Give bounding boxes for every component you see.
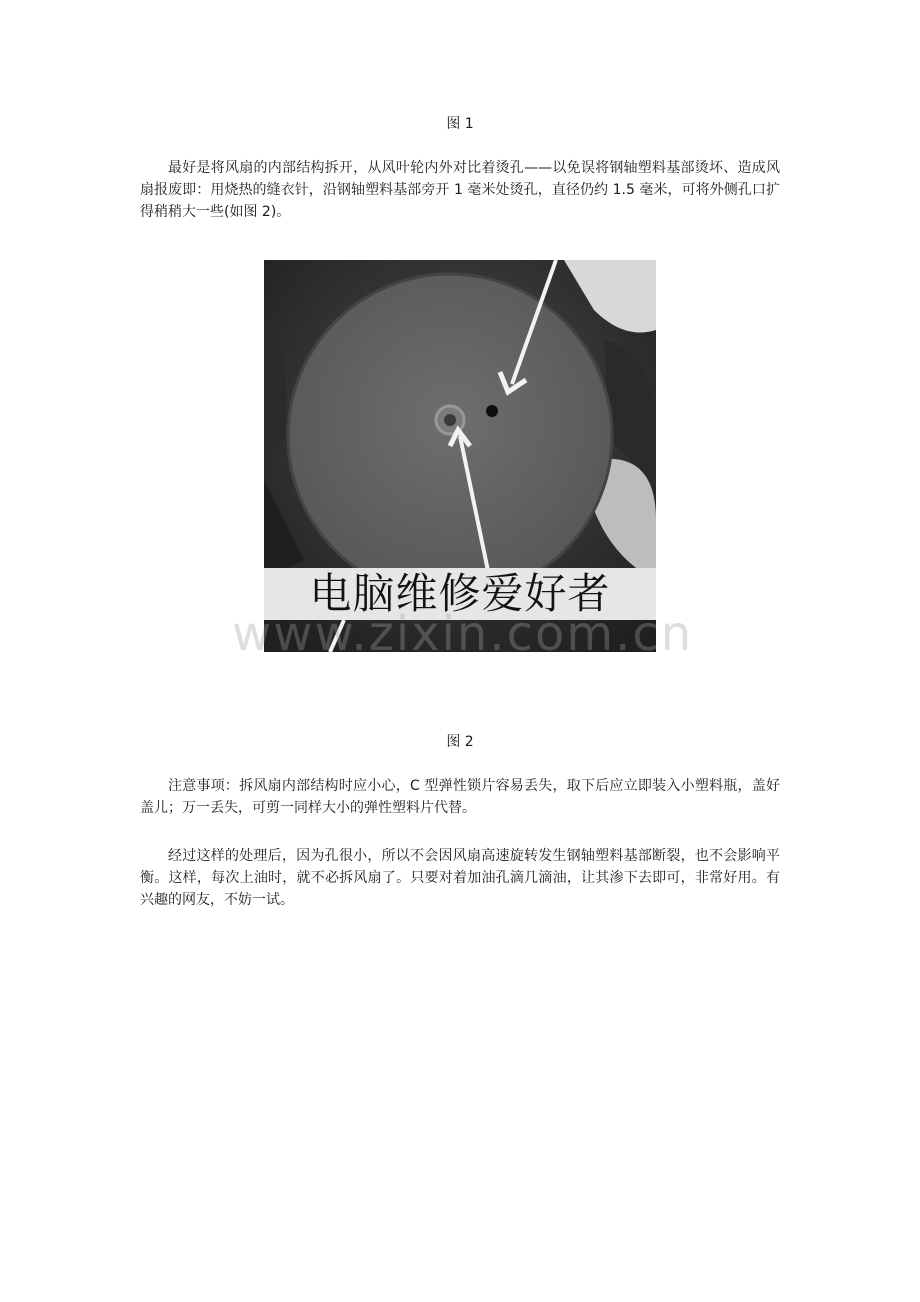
paragraph-2: 注意事项：拆风扇内部结构时应小心，C 型弹性锁片容易丢失，取下后应立即装入小塑料瓶，盖好盖儿；万一丢失，可剪一同样大小的弹性塑料片代替。	[140, 778, 780, 816]
figure-2-caption: 图 2	[446, 734, 474, 750]
oil-hole	[486, 405, 498, 417]
paragraph-1: 最好是将风扇的内部结构拆开，从风叶轮内外对比着烫孔——以免误将钢轴塑料基部烫坏、造成风扇报废即：用烧热的缝衣针，沿钢轴塑料基部旁开 1 毫米处烫孔，直径仍约 1.5 毫米，可将外侧孔口扩得稍稍大一些(如图 2)。	[140, 160, 780, 220]
paragraph-3: 经过这样的处理后，因为孔很小，所以不会因风扇高速旋转发生钢轴塑料基部断裂，也不会影响平衡。这样，每次上油时，就不必拆风扇了。只要对着加油孔滴几滴油，让其渗下去即可，非常好用。有兴趣的网友，不妨一试。	[140, 848, 780, 908]
watermark: www.zixin.com.cn	[232, 606, 694, 662]
figure-1-caption: 图 1	[446, 116, 474, 132]
fan-hub-disc	[288, 274, 612, 598]
fan-hub-photo	[264, 260, 656, 652]
banner-text: 电脑维修爱好者	[309, 569, 611, 618]
shaft-center	[444, 414, 456, 426]
